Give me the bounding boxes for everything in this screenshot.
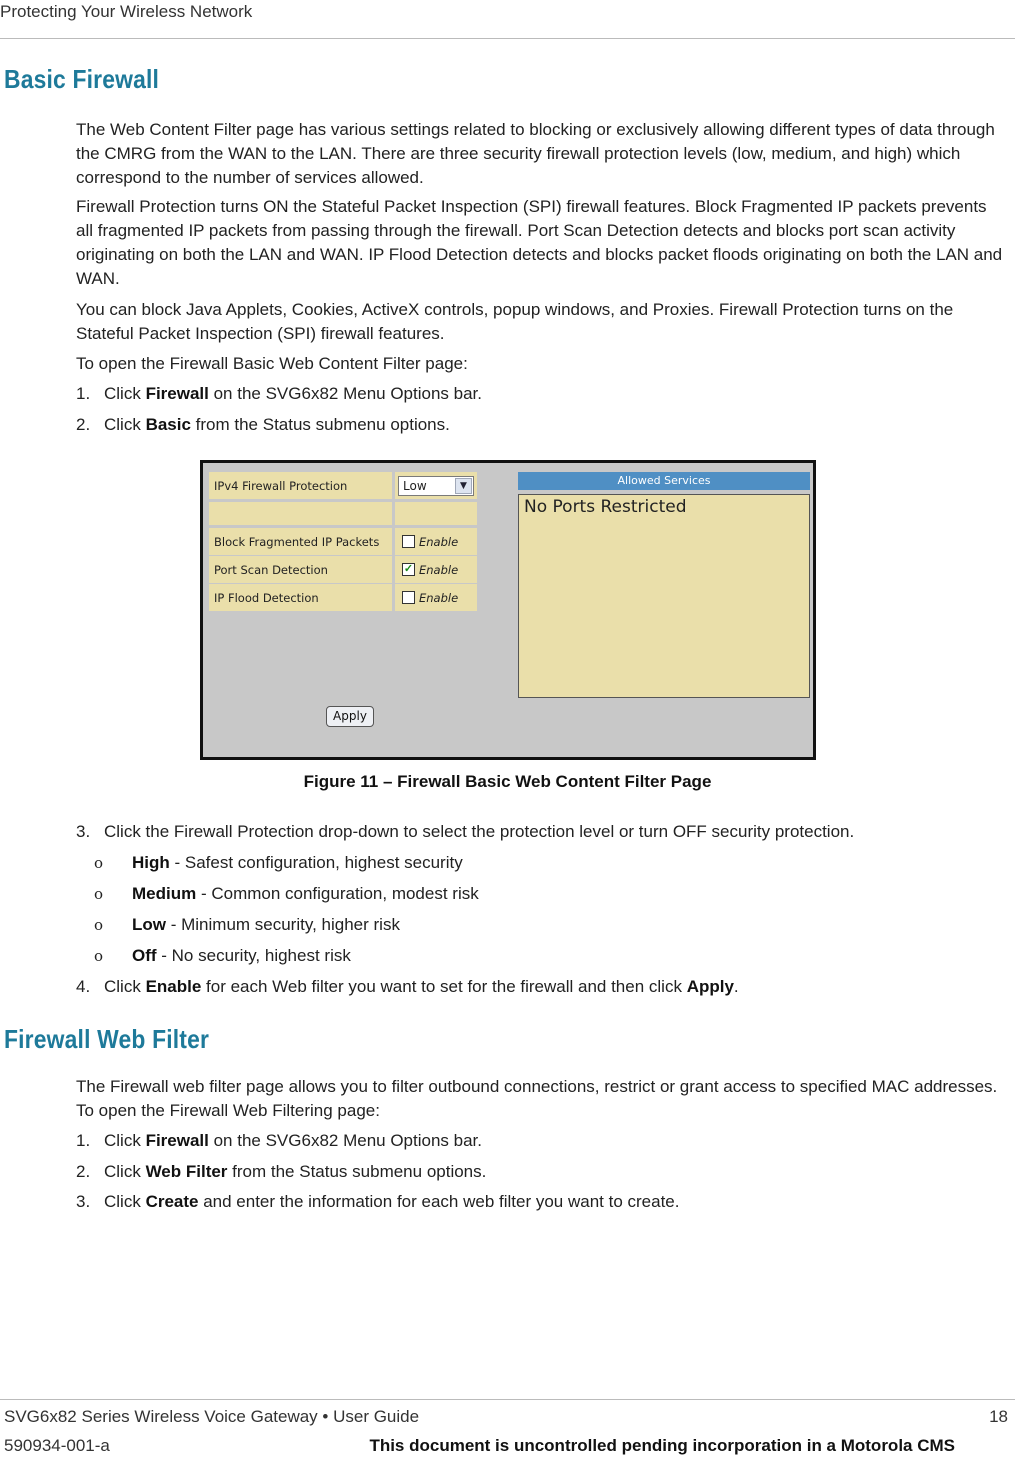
step-keyword: Firewall (145, 384, 209, 403)
level-item-off: o Off - No security, highest risk (94, 944, 351, 968)
chevron-down-icon: ▼ (455, 478, 472, 494)
allowed-services-text: No Ports Restricted (524, 497, 687, 517)
section-heading-web-filter: Firewall Web Filter (4, 1024, 210, 1054)
enable-label: Enable (419, 563, 459, 577)
block-fragmented-row (209, 528, 477, 555)
port-scan-label: Port Scan Detection (209, 556, 392, 583)
step-number: 1. (76, 1131, 91, 1150)
firewall-protection-row (209, 472, 477, 499)
spacer-row (209, 502, 477, 525)
block-paragraph: You can block Java Applets, Cookies, ActiveX controls, popup windows, and Proxies. Firewall Protection turns on the Stateful Packet Inspection (SPI) firewall features. (76, 300, 954, 343)
step-1: 1. Click Firewall on the SVG6x82 Menu Options bar. (76, 382, 482, 406)
block-fragmented-checkbox[interactable] (402, 535, 415, 548)
block-fragmented-label: Block Fragmented IP Packets (209, 528, 392, 555)
firewall-basic-screenshot (200, 460, 816, 760)
step-3: 3. Click the Firewall Protection drop-down to select the protection level or turn OFF security protection. (76, 820, 854, 844)
port-scan-checkbox[interactable] (402, 563, 415, 576)
web-filter-step-3: 3. Click Create and enter the information for each web filter you want to create. (76, 1190, 679, 1214)
step-number: 1. (76, 384, 91, 403)
level-item-low: o Low - Minimum security, higher risk (94, 913, 400, 937)
control-notice: This document is uncontrolled pending incorporation in a Motorola CMS (369, 1436, 955, 1455)
header-divider (0, 38, 1015, 39)
web-filter-step-2: 2. Click Web Filter from the Status submenu options. (76, 1160, 486, 1184)
firewall-protection-label: IPv4 Firewall Protection (209, 472, 392, 499)
protection-paragraph: Firewall Protection turns ON the Stateful Packet Inspection (SPI) firewall features. Block Fragmented IP packets prevents all fragmented IP packets from passing through the firewall. Port Scan Detection detects and blocks port scan activity originating on both the LAN and WAN. IP Flood Detection detects and blocks packet floods originating on both the LAN and WAN. (76, 197, 1003, 288)
bullet-icon: o (94, 916, 104, 934)
apply-button[interactable]: Apply (326, 706, 374, 727)
section-heading-basic-firewall: Basic Firewall (4, 64, 160, 94)
web-filter-paragraph: The Firewall web filter page allows you to filter outbound connections, restrict or grant access to specified MAC addresses. To open the Firewall Web Filtering page: (76, 1077, 998, 1120)
step-number: 4. (76, 977, 91, 996)
ip-flood-row (209, 584, 477, 611)
footer-divider (0, 1399, 1015, 1400)
step-keyword: Basic (145, 415, 191, 434)
bullet-icon: o (94, 854, 104, 872)
step-2: 2. Click Basic from the Status submenu options. (76, 413, 450, 437)
page-number: 18 (989, 1407, 1008, 1426)
figure-caption: Figure 11 – Firewall Basic Web Content Filter Page (303, 772, 712, 791)
intro-paragraph: The Web Content Filter page has various settings related to blocking or exclusively allowing different types of data through the CMRG from the WAN to the LAN. There are three security firewall protection levels (low, medium, and high) which correspond to the number of services allowed. (76, 120, 995, 187)
bullet-icon: o (94, 947, 104, 965)
web-filter-step-1: 1. Click Firewall on the SVG6x82 Menu Options bar. (76, 1129, 482, 1153)
allowed-services-header: Allowed Services (518, 472, 810, 490)
enable-label: Enable (419, 535, 459, 549)
enable-label: Enable (419, 591, 459, 605)
step-4: 4. Click Enable for each Web filter you want to set for the firewall and then click Apply. (76, 975, 739, 999)
ip-flood-checkbox[interactable] (402, 591, 415, 604)
step-number: 2. (76, 415, 91, 434)
document-number: 590934-001-a (4, 1436, 110, 1455)
allowed-services-list (518, 494, 810, 698)
step-number: 3. (76, 1192, 91, 1211)
open-instruction: To open the Firewall Basic Web Content Filter page: (76, 354, 468, 373)
bullet-icon: o (94, 885, 104, 903)
checkmark-icon: ✓ (403, 563, 414, 575)
running-header: Protecting Your Wireless Network (0, 2, 253, 21)
footer-guide-title: SVG6x82 Series Wireless Voice Gateway • User Guide (4, 1407, 420, 1426)
step-number: 3. (76, 822, 91, 841)
ip-flood-label: IP Flood Detection (209, 584, 392, 611)
level-item-high: o High - Safest configuration, highest security (94, 851, 463, 875)
step-number: 2. (76, 1162, 91, 1181)
selected-level: Low (403, 479, 427, 493)
port-scan-row (209, 556, 477, 583)
firewall-protection-select[interactable] (398, 476, 474, 496)
level-item-medium: o Medium - Common configuration, modest risk (94, 882, 479, 906)
